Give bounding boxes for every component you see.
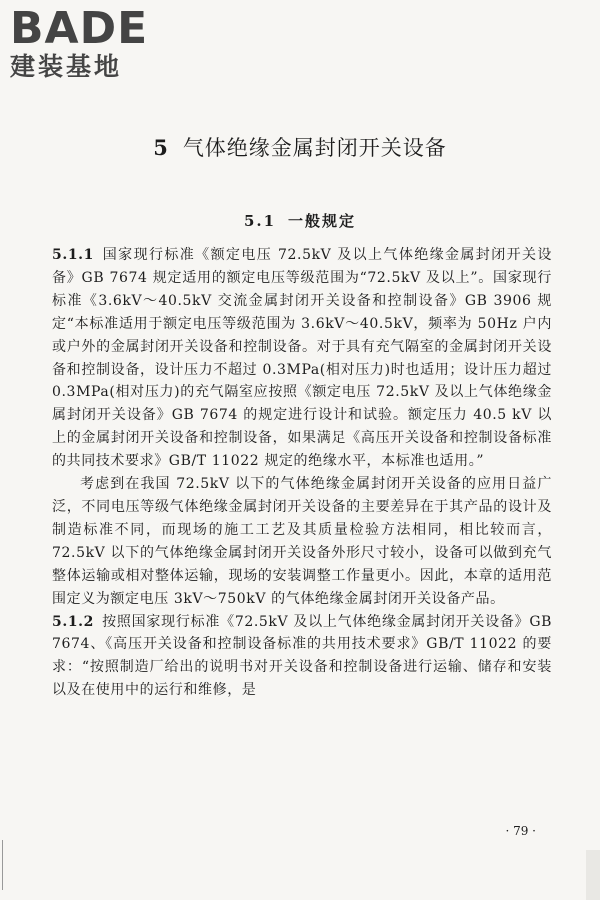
section-title [0,210,600,231]
chapter-title [0,132,600,162]
body-text [52,244,552,702]
paragraph-5-1-1 [52,244,552,473]
chapter-title-text: 气体绝缘金属封闭开关设备 [182,136,447,160]
section-title-text: 一般规定 [288,212,357,230]
chapter-number: 5 [153,135,169,160]
paragraph-text: 考虑到在我国 72.5kV 以下的气体绝缘金属封闭开关设备的应用日益广泛，不同电压等级气体绝缘金属封闭开关设备的主要差异在于其产品的设计及制造标准不同，而现场的施工工艺及其质量检验方法相同，相比较而言，72.5kV 以下的气体绝缘金属封闭开关设备外形尺寸较小，设备可以做到充气整体运输或相对整体运输，现场的安装调整工作量更小。因此，本章的适用范围定义为额定电压 3kV～750kV 的气体绝缘金属封闭开关设备产品。 [52,476,552,607]
paragraph-scope [52,473,552,610]
clause-number: 5.1.2 [52,613,94,630]
clause-number: 5.1.1 [52,247,94,263]
logo-brand: BADE [10,3,149,54]
page-number: · 79 · [505,824,536,838]
paragraph-text: 按照国家现行标准《72.5kV 及以上气体绝缘金属封闭开关设备》GB 7674、《高压开关设备和控制设备标准的共用技术要求》GB/T 11022 的要求：“按照制造厂给出的说明书对开关设备和控制设备进行运输、储存和安装以及在使用中的运行和维修，是 [52,613,552,699]
section-number: 5.1 [243,212,277,230]
logo-subtitle: 建装基地 [10,52,123,81]
page-corner-shadow [586,850,600,900]
paragraph-5-1-2 [52,611,552,703]
page-edge-mark [2,840,3,890]
bade-logo [10,3,180,82]
paragraph-text: 国家现行标准《额定电压 72.5kV 及以上气体绝缘金属封闭开关设备》GB 7674 规定适用的额定电压等级范围为“72.5kV 及以上”。国家现行标准《3.6kV～40.5kV 交流金属封闭开关设备和控制设备》GB 3906 规定“本标准适用于额定电压等级范围为 3.6kV～40.5kV，频率为 50Hz 户内或户外的金属封闭开关设备和控制设备。对于具有充气隔室的金属封闭开关设备和控制设备，设计压力不超过 0.3MPa(相对压力)时也适用；设计压力超过 0.3MPa(相对压力)的充气隔室应按照《额定电压 72.5kV 及以上气体绝缘金属封闭开关设备》GB 7674 的规定进行设计和试验。额定压力 40.5 kV 以上的金属封闭开关设备和控制设备，如果满足《高压开关设备和控制设备标准的共同技术要求》GB/T 11022 规定的绝缘水平，本标准也适用。” [52,247,552,470]
